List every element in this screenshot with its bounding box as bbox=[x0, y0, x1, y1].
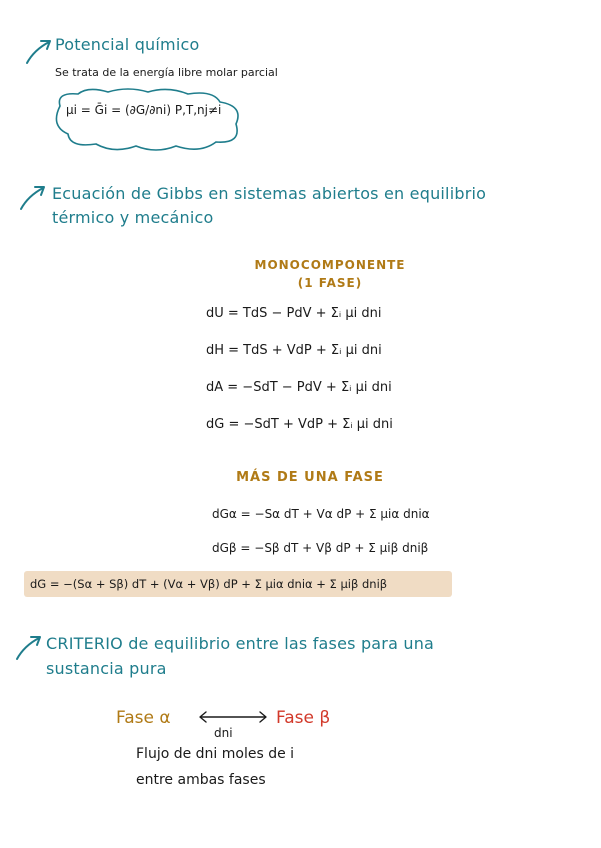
cloud-shape bbox=[48, 86, 248, 154]
phase-alpha-label: Fase α bbox=[116, 708, 171, 728]
equation-dG-beta: dGβ = −Sβ dT + Vβ dP + Σ μiβ dniβ bbox=[212, 541, 429, 555]
section1-subtitle: Se trata de la energía libre molar parcial bbox=[55, 66, 278, 79]
equation-dA: dA = −SdT − PdV + Σᵢ μi dni bbox=[206, 380, 392, 395]
equation-dG: dG = −SdT + VdP + Σᵢ μi dni bbox=[206, 417, 393, 432]
flow-line2: entre ambas fases bbox=[136, 772, 266, 788]
double-arrow-icon bbox=[196, 708, 270, 726]
phase-beta-label: Fase β bbox=[276, 708, 331, 728]
section1-arrow-icon bbox=[24, 36, 54, 66]
arrow-label: dni bbox=[214, 726, 233, 740]
section1-title: Potencial químico bbox=[55, 35, 200, 54]
section3-title-line2: sustancia pura bbox=[46, 659, 167, 678]
multi-phase-title: MÁS DE UNA FASE bbox=[236, 470, 384, 485]
section2-title-line2: térmico y mecánico bbox=[52, 208, 214, 227]
section3-arrow-icon bbox=[14, 632, 44, 662]
equation-dU: dU = TdS − PdV + Σᵢ μi dni bbox=[206, 306, 382, 321]
section2-title-line1: Ecuación de Gibbs en sistemas abiertos en equilibrio bbox=[52, 184, 487, 203]
equation-dG-total: dG = −(Sα + Sβ) dT + (Vα + Vβ) dP + Σ μiα dniα + Σ μiβ dniβ bbox=[30, 577, 388, 591]
equation-dH: dH = TdS + VdP + Σᵢ μi dni bbox=[206, 343, 382, 358]
monocomponente-title: MONOCOMPONENTE bbox=[254, 258, 406, 272]
section2-arrow-icon bbox=[18, 182, 48, 212]
section3-title-line1: CRITERIO de equilibrio entre las fases para una bbox=[46, 634, 435, 653]
flow-line1: Flujo de dni moles de i bbox=[136, 746, 295, 762]
monocomponente-subtitle: (1 FASE) bbox=[297, 276, 363, 290]
equation-dG-alpha: dGα = −Sα dT + Vα dP + Σ μiα dniα bbox=[212, 507, 430, 521]
chemical-potential-formula: μi = Ḡi = (∂G/∂ni) P,T,nj≠i bbox=[66, 103, 222, 117]
